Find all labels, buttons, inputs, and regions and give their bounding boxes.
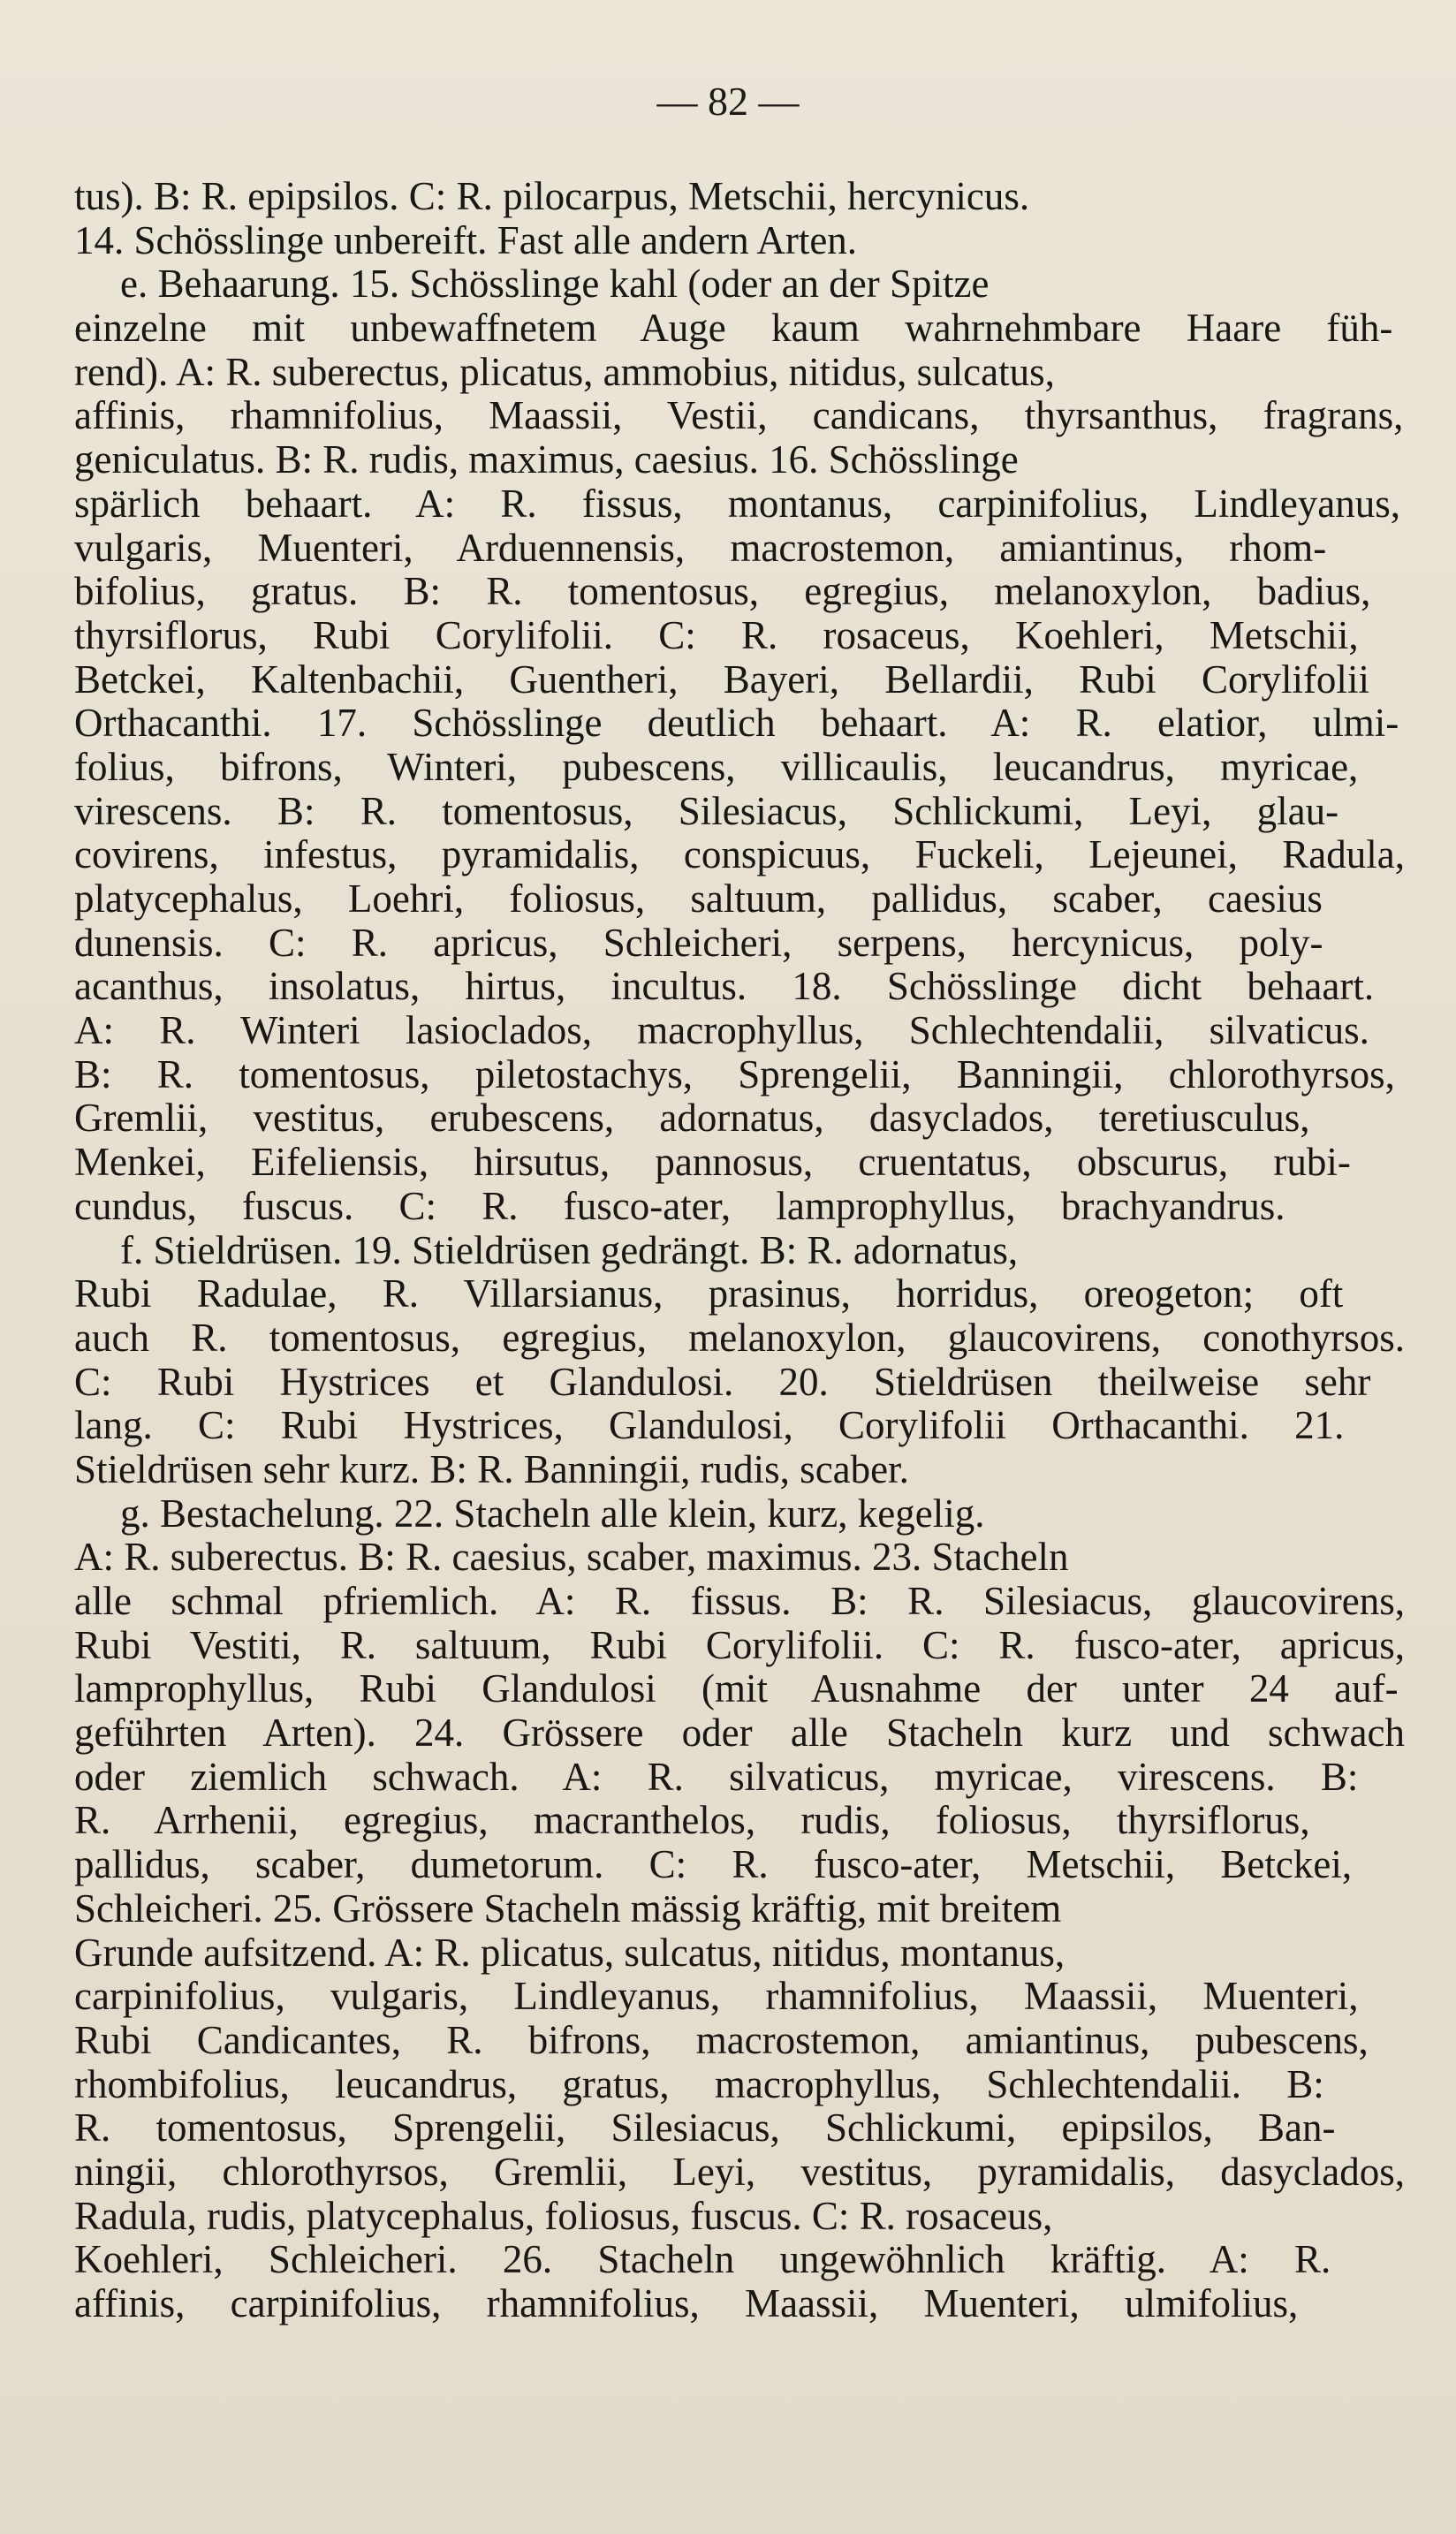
text-line: rhombifolius, leucandrus, gratus, macrophyllus, Schlechtendalii. B: — [74, 2062, 1324, 2106]
text-line: Menkei, Eifeliensis, hirsutus, pannosus, cruentatus, obscurus, rubi- — [74, 1141, 1351, 1185]
text-line: Rubi Candicantes, R. bifrons, macrostemon, amiantinus, pubescens, — [74, 2018, 1369, 2062]
text-line: geniculatus. B: R. rudis, maximus, caesius. 16. Schösslinge — [74, 438, 1019, 482]
text-line: Stieldrüsen sehr kurz. B: R. Banningii, rudis, scaber. — [74, 1447, 909, 1491]
text-line: einzelne mit unbewaffnetem Auge kaum wahrnehmbare Haare füh- — [74, 307, 1393, 351]
text-line: e. Behaarung. 15. Schösslinge kahl (oder an der Spitze — [120, 262, 990, 307]
text-line: A: R. Winteri lasioclados, macrophyllus, Schlechtendalii, silvaticus. — [74, 1009, 1369, 1053]
text-line: Radula, rudis, platycephalus, foliosus, fuscus. C: R. rosaceus, — [74, 2194, 1053, 2238]
text-line: platycephalus, Loehri, foliosus, saltuum, pallidus, scaber, caesius — [74, 877, 1323, 921]
text-line: alle schmal pfriemlich. A: R. fissus. B: R. Silesiacus, glaucovirens, — [74, 1580, 1405, 1623]
text-line: virescens. B: R. tomentosus, Silesiacus, Schlickumi, Leyi, glau- — [74, 789, 1339, 833]
text-line: oder ziemlich schwach. A: R. silvaticus, myricae, virescens. B: — [74, 1755, 1359, 1799]
text-line: tus). B: R. epipsilos. C: R. pilocarpus, Metschii, hercynicus. — [74, 175, 1030, 218]
text-line: B: R. tomentosus, piletostachys, Sprengelii, Banningii, chlorothyrsos, — [74, 1052, 1395, 1096]
text-line: geführten Arten). 24. Grössere oder alle Stacheln kurz und schwach — [74, 1711, 1405, 1756]
text-line: A: R. suberectus. B: R. caesius, scaber, maximus. 23. Stacheln — [74, 1536, 1069, 1580]
text-line: acanthus, insolatus, hirtus, incultus. 18. Schösslinge dicht behaart. — [74, 965, 1375, 1009]
text-line: covirens, infestus, pyramidalis, conspicuus, Fuckeli, Lejeunei, Radula, — [74, 833, 1405, 877]
text-line: R. Arrhenii, egregius, macranthelos, rudis, foliosus, thyrsiflorus, — [74, 1799, 1310, 1843]
text-line: Rubi Vestiti, R. saltuum, Rubi Corylifolii. C: R. fusco-ater, apricus, — [74, 1623, 1405, 1667]
text-line: bifolius, gratus. B: R. tomentosus, egregius, melanoxylon, badius, — [74, 570, 1371, 614]
text-line: R. tomentosus, Sprengelii, Silesiacus, Schlickumi, epipsilos, Ban- — [74, 2106, 1336, 2151]
text-line: auch R. tomentosus, egregius, melanoxylon, glaucovirens, conothyrsos. — [74, 1316, 1405, 1360]
text-line: f. Stieldrüsen. 19. Stieldrüsen gedrängt. B: R. adornatus, — [120, 1228, 1019, 1272]
text-line: folius, bifrons, Winteri, pubescens, villicaulis, leucandrus, myricae, — [74, 745, 1359, 789]
text-line: affinis, carpinifolius, rhamnifolius, Maassii, Muenteri, ulmifolius, — [74, 2282, 1299, 2325]
text-line: ningii, chlorothyrsos, Gremlii, Leyi, vestitus, pyramidalis, dasyclados, — [74, 2150, 1405, 2194]
text-line: spärlich behaart. A: R. fissus, montanus, carpinifolius, Lindleyanus, — [74, 482, 1401, 526]
page-number: — 82 — — [656, 79, 800, 124]
text-line: vulgaris, Muenteri, Arduennensis, macrostemon, amiantinus, rhom- — [74, 526, 1327, 570]
text-line: Orthacanthi. 17. Schösslinge deutlich behaart. A: R. elatior, ulmi- — [74, 702, 1399, 746]
text-line: Rubi Radulae, R. Villarsianus, prasinus, horridus, oreogeton; oft — [74, 1272, 1344, 1316]
text-line: cundus, fuscus. C: R. fusco-ater, lamprophyllus, brachyandrus. — [74, 1184, 1285, 1228]
text-line: lamprophyllus, Rubi Glandulosi (mit Ausnahme der unter 24 auf- — [74, 1667, 1399, 1711]
text-line: Grunde aufsitzend. A: R. plicatus, sulcatus, nitidus, montanus, — [74, 1931, 1065, 1975]
text-body — [74, 175, 1405, 2326]
text-line: Gremlii, vestitus, erubescens, adornatus, dasyclados, teretiusculus, — [74, 1096, 1310, 1141]
text-line: Betckei, Kaltenbachii, Guentheri, Bayeri, Bellardii, Rubi Corylifolii — [74, 657, 1369, 702]
text-line: affinis, rhamnifolius, Maassii, Vestii, candicans, thyrsanthus, fragrans, — [74, 394, 1404, 438]
text-line: pallidus, scaber, dumetorum. C: R. fusco-ater, Metschii, Betckei, — [74, 1843, 1353, 1887]
text-line: 14. Schösslinge unbereift. Fast alle andern Arten. — [74, 218, 858, 262]
text-line: lang. C: Rubi Hystrices, Glandulosi, Corylifolii Orthacanthi. 21. — [74, 1404, 1345, 1448]
text-line: Schleicheri. 25. Grössere Stacheln mässig kräftig, mit breitem — [74, 1886, 1062, 1931]
text-line: carpinifolius, vulgaris, Lindleyanus, rhamnifolius, Maassii, Muenteri, — [74, 1975, 1359, 2019]
text-line: dunensis. C: R. apricus, Schleicheri, serpens, hercynicus, poly- — [74, 921, 1323, 965]
text-line: C: Rubi Hystrices et Glandulosi. 20. Stieldrüsen theilweise sehr — [74, 1360, 1371, 1404]
text-line: g. Bestachelung. 22. Stacheln alle klein, kurz, kegelig. — [120, 1491, 985, 1536]
text-line: rend). A: R. suberectus, plicatus, ammobius, nitidus, sulcatus, — [74, 350, 1055, 394]
text-line: Koehleri, Schleicheri. 26. Stacheln ungewöhnlich kräftig. A: R. — [74, 2238, 1331, 2282]
text-line: thyrsiflorus, Rubi Corylifolii. C: R. rosaceus, Koehleri, Metschii, — [74, 613, 1359, 657]
